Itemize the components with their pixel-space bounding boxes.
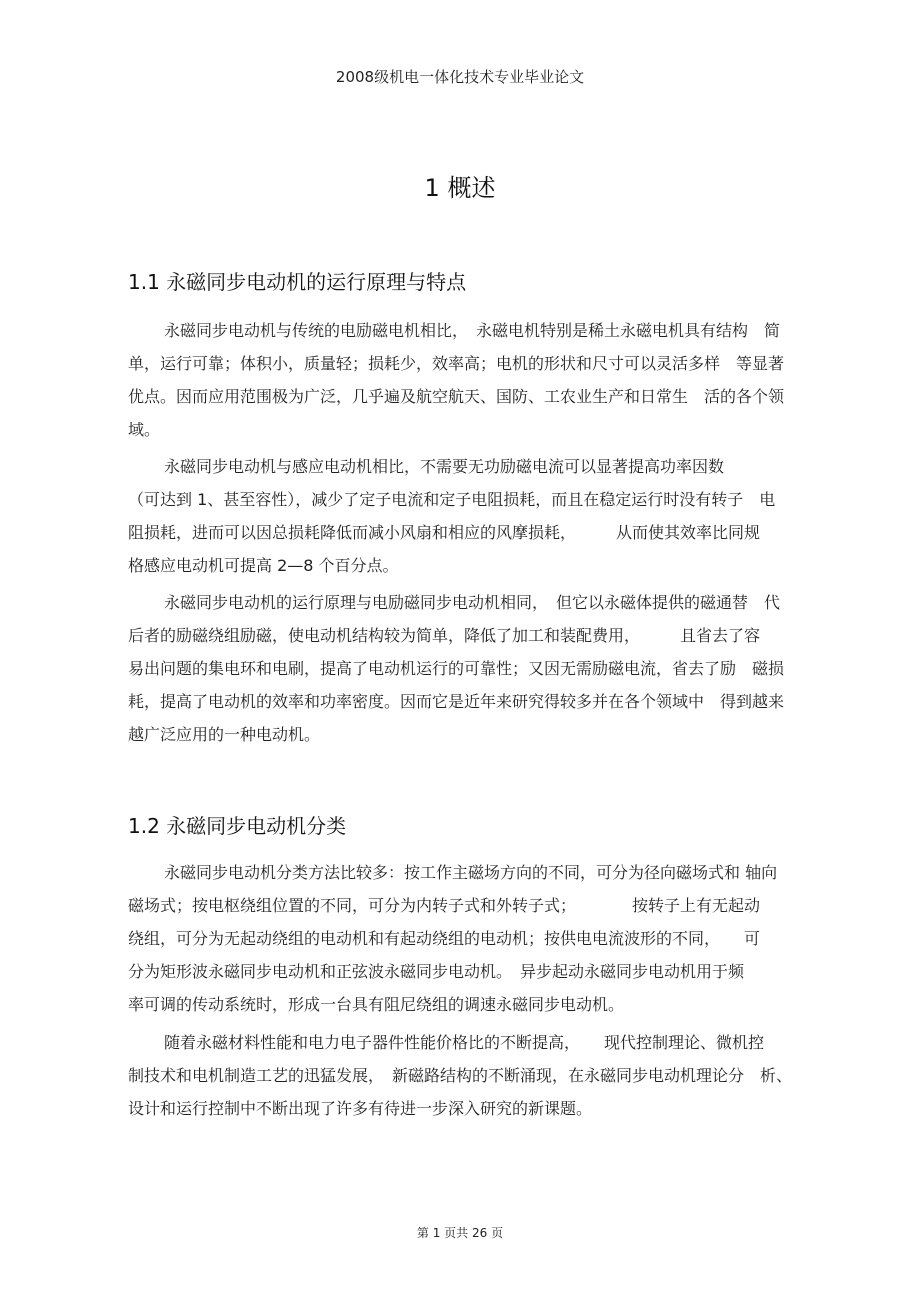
paragraph-line: 永磁同步电动机的运行原理与电励磁同步电动机相同， 但它以永磁体提供的磁通替 代 (164, 593, 781, 612)
paragraph-line: 永磁同步电动机分类方法比较多：按工作主磁场方向的不同，可分为径向磁场式和 轴向 (164, 863, 778, 882)
paragraph-line: 绕组，可分为无起动绕组的电动机和有起动绕组的电动机；按供电电流波形的不同， 可 (128, 929, 761, 948)
paragraph-line: 分为矩形波永磁同步电动机和正弦波永磁同步电动机。 异步起动永磁同步电动机用于频 (128, 962, 745, 981)
section-title-1-2: 1.2 永磁同步电动机分类 (128, 814, 347, 838)
paragraph-1-2-b (128, 1026, 833, 1125)
paragraph-line: 域。 (128, 420, 161, 439)
paragraph-line: 格感应电动机可提高 2—8 个百分点。 (128, 556, 399, 575)
paragraph-1-1-a (128, 314, 833, 446)
paragraph-line: 随着永磁材料性能和电力电子器件性能价格比的不断提高， 现代控制理论、微机控 (164, 1033, 765, 1052)
paragraph-line: 单，运行可靠；体积小，质量轻；损耗少，效率高；电机的形状和尺寸可以灵活多样 等显著 (128, 354, 785, 373)
paragraph-line: 阻损耗，进而可以因总损耗降低而减小风扇和相应的风摩损耗， 从而使其效率比同规 (128, 523, 761, 542)
paragraph-line: 率可调的传动系统时，形成一台具有阻尼绕组的调速永磁同步电动机。 (128, 995, 625, 1014)
paragraph-line: 耗，提高了电动机的效率和功率密度。因而它是近年来研究得较多并在各个领域中 得到越来 (128, 692, 785, 711)
paragraph-line: 越广泛应用的一种电动机。 (128, 725, 321, 744)
paragraph-line: 永磁同步电动机与传统的电励磁电机相比， 永磁电机特别是稀土永磁电机具有结构 简 (164, 321, 781, 340)
paragraph-line: 制技术和电机制造工艺的迅猛发展， 新磁路结构的不断涌现，在永磁同步电动机理论分 析、 (128, 1066, 793, 1085)
section-title-1-1: 1.1 永磁同步电动机的运行原理与特点 (128, 270, 467, 294)
chapter-title: 1 概述 (424, 174, 496, 202)
paragraph-line: 磁场式；按电枢绕组位置的不同，可分为内转子式和外转子式； 按转子上有无起动 (128, 896, 761, 915)
paragraph-1-1-b (128, 450, 833, 582)
paragraph-1-1-c (128, 586, 833, 751)
paragraph-line: 设计和运行控制中不断出现了许多有待进一步深入研究的新课题。 (128, 1099, 593, 1118)
paragraph-line: （可达到 1、甚至容性），减少了定子电流和定子电阻损耗，而且在稳定运行时没有转子 电 (128, 490, 776, 509)
page-footer: 第 1 页共 26 页 (416, 1226, 504, 1240)
paragraph-line: 优点。因而应用范围极为广泛，几乎遍及航空航天、国防、工农业生产和日常生 活的各个领 (128, 387, 785, 406)
paragraph-line: 后者的励磁绕组励磁，使电动机结构较为简单，降低了加工和装配费用， 且省去了容 (128, 626, 761, 645)
paragraph-line: 永磁同步电动机与感应电动机相比，不需要无功励磁电流可以显著提高功率因数 (164, 457, 725, 476)
paragraph-1-2-a (128, 856, 833, 1021)
paragraph-line: 易出问题的集电环和电刷，提高了电动机运行的可靠性；又因无需励磁电流，省去了励 磁损 (128, 659, 785, 678)
page-header: 2008级机电一体化技术专业毕业论文 (335, 68, 585, 86)
